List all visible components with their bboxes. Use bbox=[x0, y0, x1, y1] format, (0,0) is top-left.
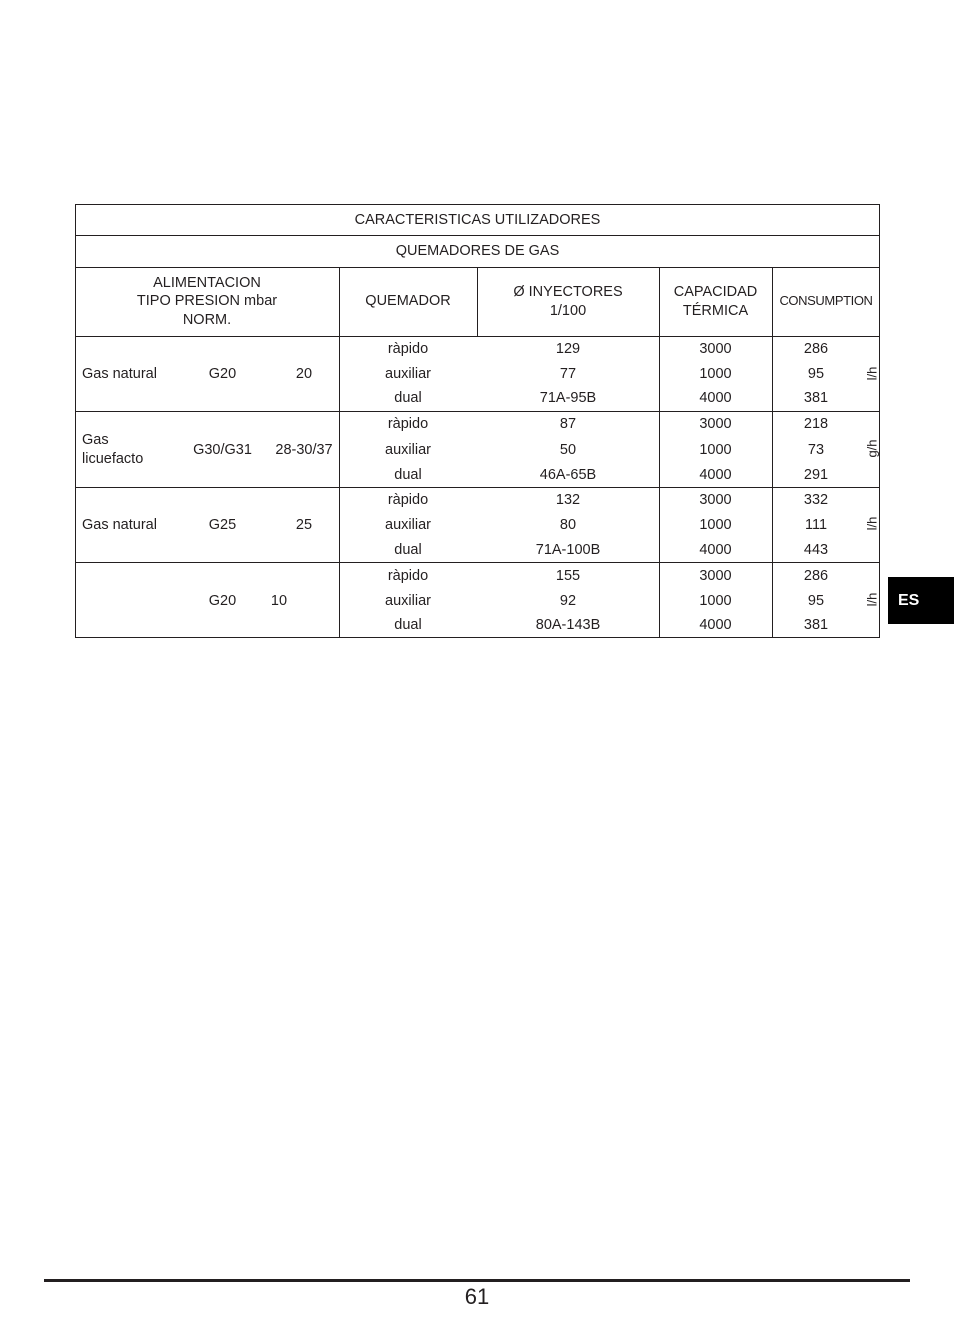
consumption-value: 381 bbox=[803, 617, 829, 633]
header-capacity-line1: CAPACIDAD bbox=[673, 284, 758, 300]
consumption-value: 286 bbox=[803, 341, 829, 357]
consumption-unit: l/h bbox=[864, 516, 880, 531]
injector-value: 77 bbox=[559, 366, 577, 382]
header-supply-line1: ALIMENTACION bbox=[153, 275, 261, 291]
gas-type: G20 bbox=[208, 593, 237, 609]
capacity-value: 1000 bbox=[699, 593, 732, 609]
table-subtitle: QUEMADORES DE GAS bbox=[395, 243, 560, 259]
consumption-value: 95 bbox=[807, 366, 825, 382]
consumption-value: 73 bbox=[807, 442, 825, 458]
capacity-value: 3000 bbox=[699, 416, 732, 432]
capacity-value: 3000 bbox=[699, 341, 732, 357]
footer-divider bbox=[44, 1279, 910, 1282]
injector-value: 50 bbox=[559, 442, 577, 458]
gas-name: Gas natural bbox=[82, 517, 157, 533]
burner-name: auxiliar bbox=[385, 442, 431, 458]
header-injectors-line2: 1/100 bbox=[549, 303, 587, 319]
consumption-value: 291 bbox=[803, 467, 829, 483]
capacity-value: 1000 bbox=[699, 442, 732, 458]
injector-value: 46A-65B bbox=[539, 467, 597, 483]
capacity-value: 4000 bbox=[699, 542, 732, 558]
consumption-unit: g/h bbox=[864, 439, 880, 458]
gas-burner-table bbox=[75, 204, 880, 638]
injector-value: 132 bbox=[555, 492, 581, 508]
injector-value: 71A-95B bbox=[539, 390, 597, 406]
burner-name: auxiliar bbox=[385, 593, 431, 609]
consumption-unit: l/h bbox=[864, 366, 880, 381]
capacity-value: 4000 bbox=[699, 390, 732, 406]
consumption-value: 95 bbox=[807, 593, 825, 609]
injector-value: 80 bbox=[559, 517, 577, 533]
capacity-value: 3000 bbox=[699, 492, 732, 508]
gas-pressure: 20 bbox=[295, 366, 313, 382]
burner-name: auxiliar bbox=[385, 517, 431, 533]
burner-name: ràpido bbox=[387, 568, 429, 584]
injector-value: 80A-143B bbox=[535, 617, 601, 633]
header-supply-line3: NORM. bbox=[182, 312, 232, 328]
burner-name: dual bbox=[394, 390, 422, 406]
header-burner: QUEMADOR bbox=[365, 293, 451, 309]
burner-name: dual bbox=[394, 467, 422, 483]
language-tab: ES bbox=[888, 577, 954, 624]
header-consumption: CONSUMPTION bbox=[779, 293, 873, 308]
burner-name: auxiliar bbox=[385, 366, 431, 382]
consumption-value: 286 bbox=[803, 568, 829, 584]
gas-type: G20 bbox=[208, 366, 237, 382]
header-injectors-line1: Ø INYECTORES bbox=[513, 284, 623, 300]
gas-name-line2: licuefacto bbox=[82, 451, 144, 467]
burner-name: ràpido bbox=[387, 341, 429, 357]
consumption-value: 381 bbox=[803, 390, 829, 406]
gas-pressure: 25 bbox=[295, 517, 313, 533]
injector-value: 129 bbox=[555, 341, 581, 357]
consumption-unit: l/h bbox=[864, 592, 880, 607]
header-supply-line2: TIPO PRESION mbar bbox=[136, 293, 278, 309]
consumption-value: 218 bbox=[803, 416, 829, 432]
consumption-value: 332 bbox=[803, 492, 829, 508]
injector-value: 71A-100B bbox=[535, 542, 601, 558]
capacity-value: 3000 bbox=[699, 568, 732, 584]
injector-value: 155 bbox=[555, 568, 581, 584]
capacity-value: 1000 bbox=[699, 517, 732, 533]
burner-name: ràpido bbox=[387, 416, 429, 432]
burner-name: dual bbox=[394, 617, 422, 633]
burner-name: dual bbox=[394, 542, 422, 558]
gas-type: G25 bbox=[208, 517, 237, 533]
gas-type: G30/G31 bbox=[193, 442, 252, 458]
gas-pressure: 10 bbox=[270, 593, 288, 609]
consumption-value: 111 bbox=[804, 517, 828, 533]
page-number: 61 bbox=[464, 1284, 490, 1309]
burner-name: ràpido bbox=[387, 492, 429, 508]
capacity-value: 4000 bbox=[699, 617, 732, 633]
injector-value: 92 bbox=[559, 593, 577, 609]
gas-name: Gas natural bbox=[82, 366, 157, 382]
injector-value: 87 bbox=[559, 416, 577, 432]
consumption-value: 443 bbox=[803, 542, 829, 558]
capacity-value: 1000 bbox=[699, 366, 732, 382]
capacity-value: 4000 bbox=[699, 467, 732, 483]
gas-name: Gas bbox=[82, 432, 109, 448]
table-title: CARACTERISTICAS UTILIZADORES bbox=[354, 212, 601, 228]
gas-pressure: 28-30/37 bbox=[275, 442, 333, 458]
header-capacity-line2: TÉRMICA bbox=[682, 303, 749, 319]
